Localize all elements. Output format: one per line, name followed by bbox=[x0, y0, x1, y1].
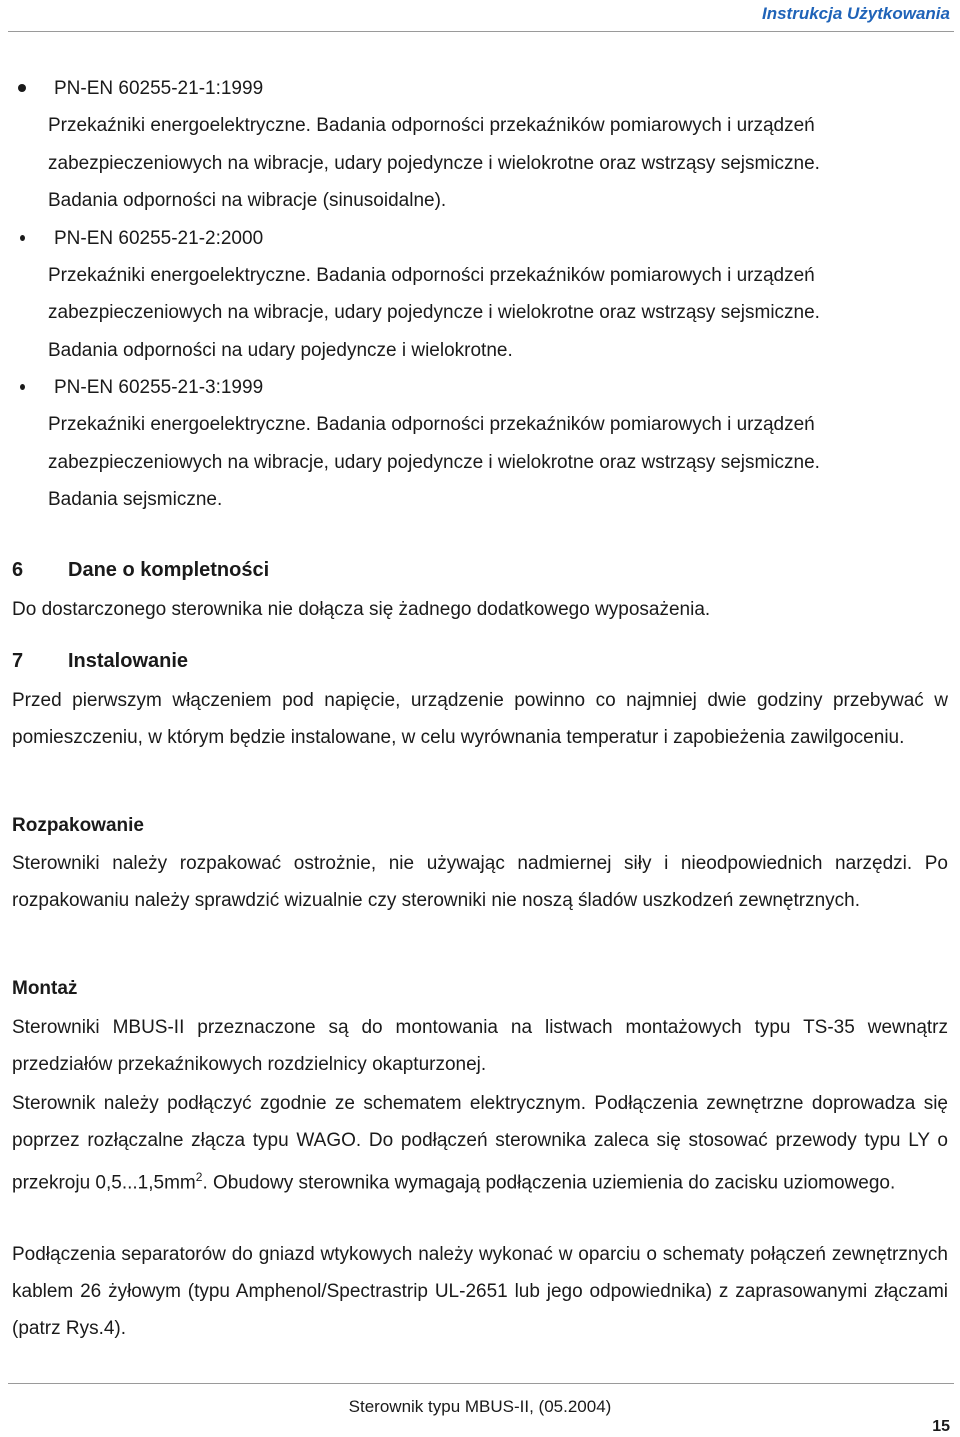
section-title: Instalowanie bbox=[68, 650, 189, 672]
description-line: Przekaźniki energoelektryczne. Badania odporności przekaźników pomiarowych i urządzeń bbox=[48, 115, 815, 136]
page-number: 15 bbox=[932, 1418, 950, 1435]
standard-code: PN-EN 60255-21-2:2000 bbox=[54, 227, 264, 249]
section-title: Dane o kompletności bbox=[68, 559, 270, 581]
section-6-heading bbox=[12, 555, 269, 585]
standard-description bbox=[48, 257, 948, 370]
unpacking-heading: Rozpakowanie bbox=[12, 815, 144, 836]
mounting-heading: Montaż bbox=[12, 978, 78, 999]
mounting-paragraph-2-part: . Obudowy sterownika wymagają podłączenia uziemienia do zacisku uziomowego. bbox=[202, 1172, 896, 1194]
mounting-paragraph-1: Sterowniki MBUS-II przeznaczone są do montowania na listwach montażowych typu TS-35 wewnątrz przedziałów przekaźnikowych rozdzielnicy okapturzonej. bbox=[12, 1017, 948, 1075]
standard-item bbox=[12, 220, 948, 370]
section-number: 7 bbox=[12, 650, 24, 672]
section-number: 6 bbox=[12, 559, 24, 581]
standard-code: PN-EN 60255-21-3:1999 bbox=[54, 377, 264, 398]
description-line: Badania sejsmiczne. bbox=[48, 489, 223, 510]
mounting-paragraph-3: Podłączenia separatorów do gniazd wtykowych należy wykonać w oparciu o schematy połączeń zewnętrznych kablem 26 żyłowym (typu Amphenol/Spectrastrip UL-2651 lub jego odpowiednika) z zaprasowanymi złączami (patrz Rys.4). bbox=[12, 1244, 948, 1339]
bullet-icon bbox=[20, 384, 25, 390]
footer-document-title: Sterownik typu MBUS-II, (05.2004) bbox=[348, 1397, 612, 1416]
header-divider bbox=[8, 31, 954, 32]
bullet-icon bbox=[18, 84, 26, 92]
description-line: Badania odporności na wibracje (sinusoidalne). bbox=[48, 190, 447, 211]
standard-item bbox=[12, 369, 948, 519]
bullet-icon bbox=[20, 235, 25, 241]
section-7-heading bbox=[12, 646, 188, 676]
standard-code: PN-EN 60255-21-1:1999 bbox=[54, 78, 264, 99]
description-line: zabezpieczeniowych na wibracje, udary pojedyncze i wielokrotne oraz wstrząsy sejsmiczne. bbox=[48, 302, 820, 323]
standard-item bbox=[12, 70, 948, 220]
standard-description bbox=[48, 406, 948, 519]
unpacking-text: Sterowniki należy rozpakować ostrożnie, nie używając nadmiernej siły i nieodpowiednich narzędzi. Po rozpakowaniu należy sprawdzić wizualnie czy sterowniki nie noszą śladów uszkodzeń zewnętrznych. bbox=[12, 853, 948, 911]
section-7-text: Przed pierwszym włączeniem pod napięcie, urządzenie powinno co najmniej dwie godziny przebywać w pomieszczeniu, w którym będzie instalowane, w celu wyrównania temperatur i zapobieżenia zawilgoceniu. bbox=[12, 690, 948, 748]
mounting-paragraph-2-part: Sterownik należy podłączyć zgodnie ze schematem elektrycznym. Podłączenia zewnętrzne doprowadza się poprzez rozłączalne złącza typu WAGO. Do podłączeń sterownika zaleca się stosować przewody typu LY o przekroju 0,5...1,5mm bbox=[12, 1093, 948, 1194]
description-line: Badania odporności na udary pojedyncze i wielokrotne. bbox=[48, 339, 513, 361]
standards-list bbox=[12, 70, 948, 519]
description-line: Przekaźniki energoelektryczne. Badania odporności przekaźników pomiarowych i urządzeń bbox=[48, 414, 815, 435]
mounting-paragraph-2 bbox=[12, 1085, 948, 1201]
standard-description bbox=[48, 107, 948, 220]
page-header-title: Instrukcja Użytkowania bbox=[761, 4, 950, 23]
section-6-text: Do dostarczonego sterownika nie dołącza się żadnego dodatkowego wyposażenia. bbox=[12, 599, 711, 620]
footer-divider bbox=[8, 1383, 954, 1384]
description-line: zabezpieczeniowych na wibracje, udary pojedyncze i wielokrotne oraz wstrząsy sejsmiczne. bbox=[48, 152, 820, 174]
description-line: zabezpieczeniowych na wibracje, udary pojedyncze i wielokrotne oraz wstrząsy sejsmiczne. bbox=[48, 451, 820, 473]
superscript: 2 bbox=[195, 1170, 203, 1184]
description-line: Przekaźniki energoelektryczne. Badania odporności przekaźników pomiarowych i urządzeń bbox=[48, 264, 815, 286]
